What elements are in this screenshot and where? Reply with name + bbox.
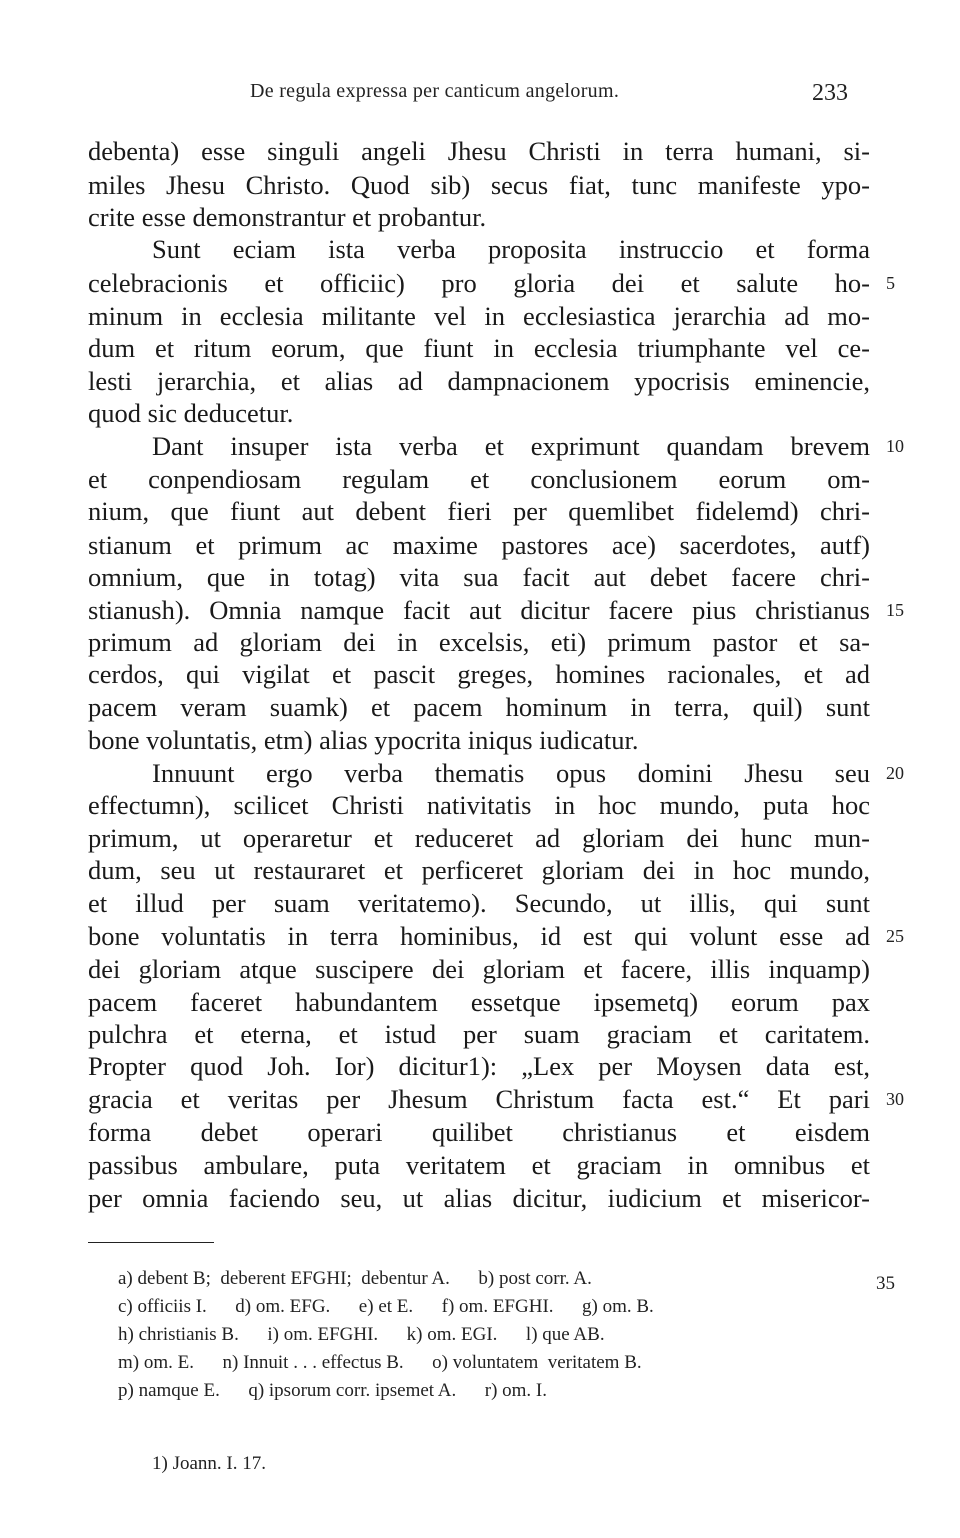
body-line: Innuunt ergo verba thematis opus domini Jhesu seu (152, 758, 870, 788)
footnote-line: a) debent B; deberent EFGHI; debentur A. b) post corr. A. (118, 1268, 592, 1289)
footnote-line: c) officiis I. d) om. EFG. e) et E. f) om. EFGHI. g) om. B. (118, 1296, 654, 1317)
footnote-line-number: 35 (876, 1273, 895, 1294)
body-line: quod sic deducetur. (88, 398, 294, 428)
body-line: dum et ritum eorum, que fiunt in ecclesia triumphante vel ce- (88, 333, 870, 363)
body-line: et conpendiosam regulam et conclusionem eorum om- (88, 464, 870, 494)
body-line: passibus ambulare, puta veritatem et graciam in omnibus et (88, 1150, 870, 1180)
body-line: pacem veram suamk) et pacem hominum in terra, quil) sunt (88, 692, 870, 722)
body-line: primum ad gloriam dei in excelsis, eti) primum pastor et sa- (88, 627, 870, 657)
body-line: lesti jerarchia, et alias ad dampnacionem ypocrisis eminencie, (88, 366, 870, 396)
line-number-marker: 20 (886, 763, 904, 783)
body-line: celebracionis et officiic) pro gloria dei et salute ho- (88, 268, 870, 298)
body-line: bone voluntatis in terra hominibus, id est qui volunt esse ad (88, 921, 870, 951)
body-line: stianum et primum ac maxime pastores ace) sacerdotes, autf) (88, 530, 870, 560)
body-line: omnium, que in totag) vita sua facit aut debet facere chri- (88, 562, 870, 592)
footnote-line: h) christianis B. i) om. EFGHI. k) om. EGI. l) que AB. (118, 1324, 605, 1345)
body-line: bone voluntatis, etm) alias ypocrita iniqus iudicatur. (88, 725, 639, 755)
body-line: pulchra et eterna, et istud per suam graciam et caritatem. (88, 1019, 870, 1049)
line-number-marker: 30 (886, 1089, 904, 1109)
body-line: forma debet operari quilibet christianus et eisdem (88, 1117, 870, 1147)
body-line: pacem faceret habundantem essetque ipsemetq) eorum pax (88, 987, 870, 1017)
footnote-separator (88, 1242, 214, 1243)
body-line: Dant insuper ista verba et exprimunt quandam brevem (152, 431, 870, 461)
body-line: minum in ecclesia militante vel in ecclesiastica jerarchia ad mo- (88, 301, 870, 331)
line-number-marker: 25 (886, 926, 904, 946)
body-line: Propter quod Joh. Ior) dicitur1): „Lex per Moysen data est, (88, 1051, 870, 1081)
page-number: 233 (812, 80, 848, 106)
body-line: per omnia faciendo seu, ut alias dicitur, iudicium et misericor- (88, 1183, 870, 1213)
body-line: Sunt eciam ista verba proposita instruccio et forma (152, 234, 870, 264)
line-number-marker: 15 (886, 600, 904, 620)
body-line: stianush). Omnia namque facit aut dicitur facere pius christianus (88, 595, 870, 625)
line-number-marker: 10 (886, 436, 904, 456)
body-line: crite esse demonstrantur et probantur. (88, 202, 487, 232)
body-line: et illud per suam veritatemo). Secundo, ut illis, qui sunt (88, 888, 870, 918)
body-line: miles Jhesu Christo. Quod sib) secus fiat, tunc manifeste ypo- (88, 170, 870, 200)
body-line: debenta) esse singuli angeli Jhesu Christi in terra humani, si- (88, 136, 870, 166)
body-line: effectumn), scilicet Christi nativitatis in hoc mundo, puta hoc (88, 790, 870, 820)
footnote-line: m) om. E. n) Innuit . . . effectus B. o) voluntatem veritatem B. (118, 1352, 642, 1373)
running-head: De regula expressa per canticum angelorum. (250, 80, 620, 102)
body-line: cerdos, qui vigilat et pascit greges, homines racionales, et ad (88, 659, 870, 689)
body-line: gracia et veritas per Jhesum Christum facta est.“ Et pari (88, 1084, 870, 1114)
source-footnote: 1) Joann. I. 17. (152, 1453, 266, 1474)
body-line: primum, ut operaretur et reduceret ad gloriam dei hunc mun- (88, 823, 870, 853)
body-line: dum, seu ut restauraret et perficeret gloriam dei in hoc mundo, (88, 855, 870, 885)
body-line: nium, que fiunt aut debent fieri per quemlibet fidelemd) chri- (88, 496, 870, 526)
footnote-line: p) namque E. q) ipsorum corr. ipsemet A. r) om. I. (118, 1380, 548, 1401)
line-number-marker: 5 (886, 273, 895, 293)
body-line: dei gloriam atque suscipere dei gloriam et facere, illis inquamp) (88, 954, 870, 984)
